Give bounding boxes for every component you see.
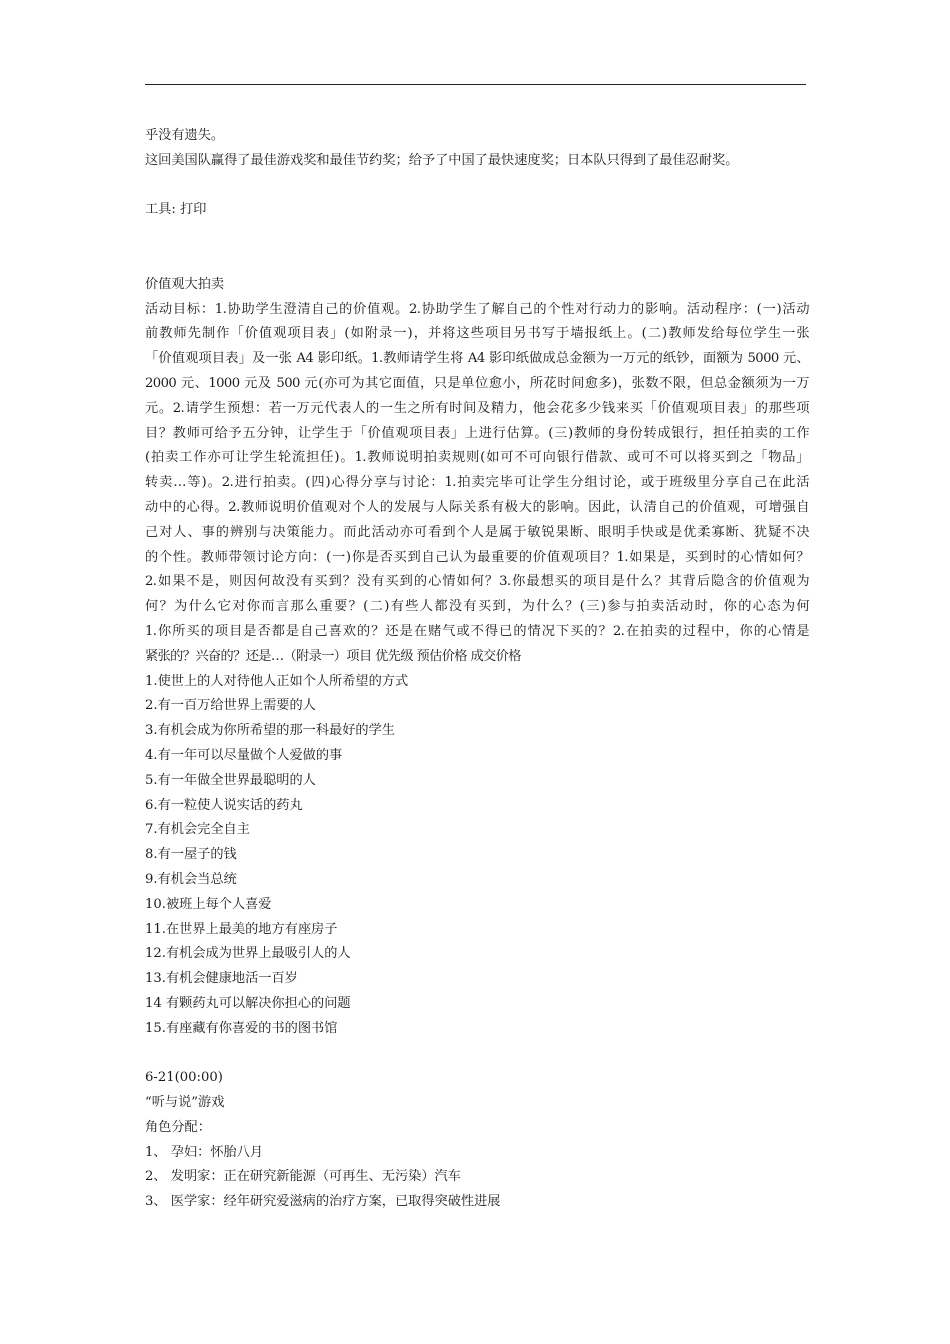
auction-body-line: 2000 元、1000 元及 500 元(亦可为其它面值，只是单位愈小，所花时间愈多)，张数不限，但总金额须为一万 bbox=[145, 375, 809, 391]
list-item: 4.有一年可以尽量做个人爱做的事 bbox=[145, 747, 343, 763]
list-item: 14 有颗药丸可以解决你担心的问题 bbox=[145, 995, 351, 1011]
spacer bbox=[145, 248, 809, 273]
auction-body-line: 元。2.请学生预想：若一万元代表人的一生之所有时间及精力，他会花多少钱来买「价值观项目表」的那些项 bbox=[145, 400, 809, 416]
auction-body-line: 转卖…等)。2.进行拍卖。(四)心得分享与讨论：1.拍卖完毕可让学生分组讨论，或于班级里分享自己在此活 bbox=[145, 475, 809, 491]
auction-body-line: 的个性。教师带领讨论方向：(一)你是否买到自己认为最重要的价值观项目？1.如果是，买到时的心情如何？ bbox=[145, 549, 809, 565]
list-item: 7.有机会完全自主 bbox=[145, 822, 250, 838]
auction-body bbox=[145, 298, 809, 670]
list-item: 6.有一粒使人说实话的药丸 bbox=[145, 797, 303, 813]
game-title: “听与说”游戏 bbox=[145, 1095, 225, 1111]
list-item: 15.有座藏有你喜爱的书的图书馆 bbox=[145, 1020, 338, 1036]
list-item: 10.被班上每个人喜爱 bbox=[145, 896, 272, 912]
spacer bbox=[145, 1041, 809, 1066]
auction-body-line: 活动目标：1.协助学生澄清自己的价值观。2.协助学生了解自己的个性对行动力的影响。活动程序：(一)活动 bbox=[145, 301, 809, 317]
tools-line: 工具: 打印 bbox=[145, 202, 207, 218]
auction-body-line: 紧张的？兴奋的？还是…（附录一）项目 优先级 预估价格 成交价格 bbox=[145, 648, 521, 664]
document-body bbox=[145, 124, 809, 1215]
list-item: 2.有一百万给世界上需要的人 bbox=[145, 698, 316, 714]
auction-body-line: 1.你所买的项目是否都是自己喜欢的？还是在赌气或不得已的情况下买的？2.在拍卖的过程中，你的心情是 bbox=[145, 623, 809, 639]
spacer bbox=[145, 174, 809, 199]
auction-body-line: (拍卖工作亦可让学生轮流担任)。1.教师说明拍卖规则(如可不可向银行借款、或可不可以将买到之「物品」 bbox=[145, 450, 809, 466]
entry-date: 6-21(00:00) bbox=[145, 1070, 223, 1086]
list-item: 9.有机会当总统 bbox=[145, 871, 237, 887]
auction-body-line: 前教师先制作「价值观项目表」(如附录一)，并将这些项目另书写于墙报纸上。(二)教师发给每位学生一张 bbox=[145, 326, 809, 342]
list-item: 5.有一年做全世界最聪明的人 bbox=[145, 772, 316, 788]
auction-body-line: 动中的心得。2.教师说明价值观对个人的发展与人际关系有极大的影响。因此，认清自己的价值观，可增强自 bbox=[145, 499, 809, 515]
value-items-list bbox=[145, 670, 809, 1042]
list-item: 8.有一屋子的钱 bbox=[145, 847, 237, 863]
auction-body-line: 己对人、事的辨别与决策能力。而此活动亦可看到个人是属于敏锐果断、眼明手快或是优柔寡断、犹疑不决 bbox=[145, 524, 809, 540]
intro-line-2: 这回美国队赢得了最佳游戏奖和最佳节约奖；给予了中国了最快速度奖；日本队只得到了最佳忍耐奖。 bbox=[145, 152, 739, 168]
list-item: 13.有机会健康地活一百岁 bbox=[145, 971, 298, 987]
role-item: 1、 孕妇：怀胎八月 bbox=[145, 1144, 264, 1160]
role-item: 3、 医学家：经年研究爱滋病的治疗方案，已取得突破性进展 bbox=[145, 1194, 501, 1210]
auction-body-line: 2.如果不是，则因何故没有买到？没有买到的心情如何？3.你最想买的项目是什么？其背后隐含的价值观为 bbox=[145, 574, 809, 590]
list-item: 12.有机会成为世界上最吸引人的人 bbox=[145, 946, 351, 962]
list-item: 1.使世上的人对待他人正如个人所希望的方式 bbox=[145, 673, 409, 689]
list-item: 11.在世界上最美的地方有座房子 bbox=[145, 921, 338, 937]
auction-body-line: 「价值观项目表」及一张 A4 影印纸。1.教师请学生将 A4 影印纸做成总金额为一万元的纸钞，面额为 5000 元、 bbox=[145, 351, 809, 367]
auction-title: 价值观大拍卖 bbox=[145, 276, 225, 292]
auction-body-line: 何？为什么它对你而言那么重要？(二)有些人都没有买到，为什么？(三)参与拍卖活动时，你的心态为何 bbox=[145, 599, 809, 615]
spacer bbox=[145, 223, 809, 248]
header-rule bbox=[145, 84, 806, 85]
roles-label: 角色分配： bbox=[145, 1119, 211, 1135]
role-item: 2、 发明家：正在研究新能源（可再生、无污染）汽车 bbox=[145, 1169, 461, 1185]
auction-body-line: 目？教师可给予五分钟，让学生于「价值观项目表」上进行估算。(三)教师的身份转成银行，担任拍卖的工作 bbox=[145, 425, 809, 441]
intro-line-1: 乎没有遗失。 bbox=[145, 128, 225, 143]
list-item: 3.有机会成为你所希望的那一科最好的学生 bbox=[145, 723, 395, 739]
